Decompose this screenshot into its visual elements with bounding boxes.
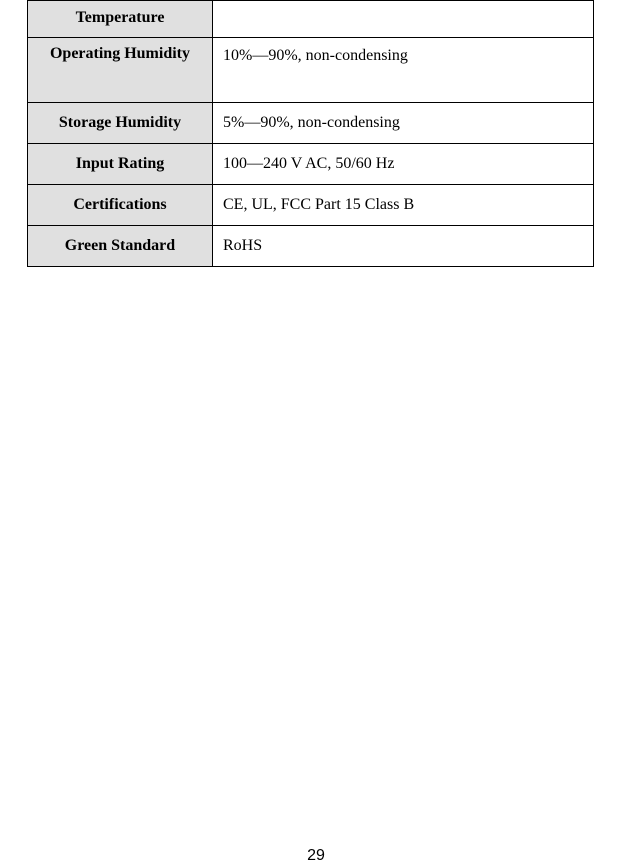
row-label: Operating Humidity xyxy=(28,38,213,103)
row-value: CE, UL, FCC Part 15 Class B xyxy=(213,185,594,226)
table-row-green-standard xyxy=(28,226,594,267)
row-value: 10%—90%, non-condensing xyxy=(213,38,594,103)
table-row-operating-humidity xyxy=(28,38,594,103)
table-row-certifications xyxy=(28,185,594,226)
page-number: 29 xyxy=(307,847,325,864)
table-row-input-rating xyxy=(28,144,594,185)
row-label: Temperature xyxy=(28,1,213,38)
row-label: Storage Humidity xyxy=(28,103,213,144)
row-value xyxy=(213,1,594,38)
table-row-temperature xyxy=(28,1,594,38)
row-value: 100—240 V AC, 50/60 Hz xyxy=(213,144,594,185)
row-value: RoHS xyxy=(213,226,594,267)
spec-table xyxy=(27,0,594,267)
row-label: Certifications xyxy=(28,185,213,226)
row-value: 5%—90%, non-condensing xyxy=(213,103,594,144)
row-label: Green Standard xyxy=(28,226,213,267)
table-row-storage-humidity xyxy=(28,103,594,144)
row-label: Input Rating xyxy=(28,144,213,185)
